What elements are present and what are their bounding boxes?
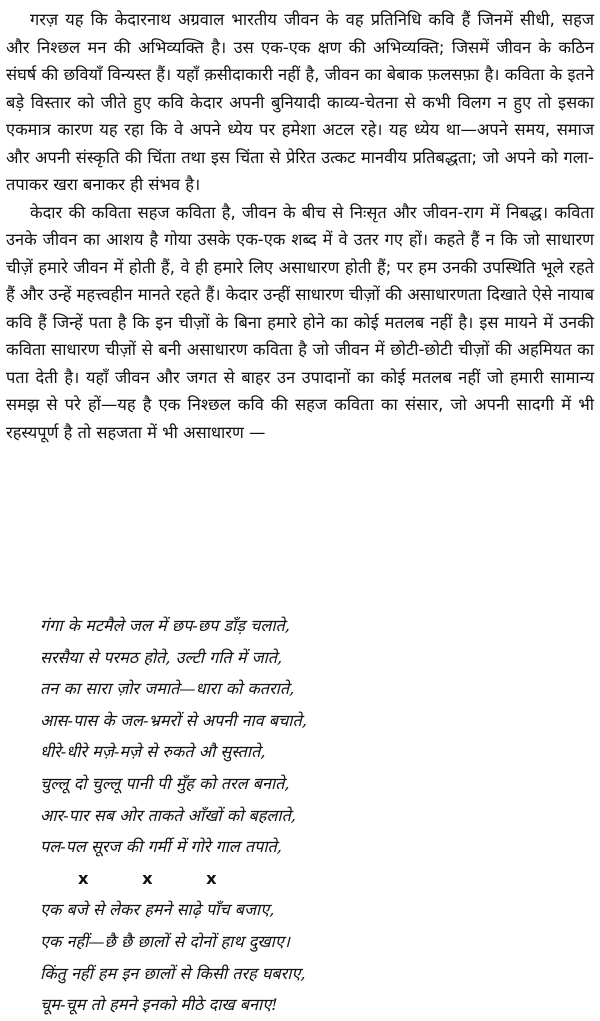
prose-section <box>6 6 594 446</box>
poem-line: चूम-चूम तो हमने इनको मीठे दाख बनाए! <box>40 995 278 1015</box>
poem-line: एक बजे से लेकर हमने साढ़े पाँच बजाए, <box>40 900 275 920</box>
poem-line: सरसैया से परमठ होते, उल्टी गति में जाते, <box>40 647 283 667</box>
paragraph-2: केदार की कविता सहज कविता है, जीवन के बीच से निःसृत और जीवन-राग में निबद्ध। कविता उनके जीवन का आशय है गोया उसके एक-एक शब्द में वे उतर गए हों। कहते हैं न कि जो साधारण चीज़ें हमारे जीवन में होती हैं, वे ही हमारे लिए असाधारण होती हैं; पर हम उनकी उपस्थिति भूले रहते हैं और उन्हें महत्त्वहीन मानते रहते हैं। केदार उन्हीं साधारण चीज़ों की असाधारणता दिखाते ऐसे नायाब कवि हैं जिन्हें पता है कि इन चीज़ों के बिना हमारे होने का कोई मतलब नहीं है। इस मायने में उनकी कविता साधारण चीज़ों से बनी असाधारण कविता है जो जीवन में छोटी-छोटी चीज़ों की अहमियत का पता देती है। यहाँ जीवन और जगत से बाहर उन उपादानों का कोई मतलब नहीं जो हमारी सामान्य समझ से परे हों—यह है एक निश्छल कवि की सहज कविता का संसार, जो अपनी सादगी में भी रहस्यपूर्ण है तो सहजता में भी असाधारण — <box>6 202 595 442</box>
poem-line: किंतु नहीं हम इन छालों से किसी तरह घबराए, <box>40 963 306 983</box>
poem-line: तन का सारा ज़ोर जमाते—धारा को कतराते, <box>40 679 295 699</box>
poem-line: गंगा के मटमैले जल में छप-छप डाँड़ चलाते, <box>40 616 290 635</box>
paragraph-1: गरज़ यह कि केदारनाथ अग्रवाल भारतीय जीवन के वह प्रतिनिधि कवि हैं जिनमें सीधी, सहज और निश्छल मन की अभिव्यक्ति है। उस एक-एक क्षण की अभिव्यक्ति; जिसमें जीवन के कठिन संघर्ष की छवियाँ विन्यस्त हैं। यहाँ क़सीदाकारी नहीं है, जीवन का बेबाक फ़लसफ़ा है। कविता के इतने बड़े विस्तार को जीते हुए कवि केदार अपनी बुनियादी काव्य-चेतना से कभी विलग न हुए तो इसका एकमात्र कारण यह रहा कि वे अपने ध्येय पर हमेशा अटल रहे। यह ध्येय था—अपने समय, समाज और अपनी संस्कृति की चिंता तथा इस चिंता से प्रेरित उत्कट मानवीय प्रतिबद्धता; जो अपने को गला-तपाकर खरा बनाकर ही संभव है। <box>6 10 594 194</box>
poem-line: एक नहीं—छै छै छालों से दोनों हाथ दुखाए। <box>40 931 290 951</box>
stanza-separator: x x x <box>78 868 217 888</box>
poem-line: धीरे-धीरे मज़े-मज़े से रुकते औ सुस्ताते, <box>40 742 266 762</box>
poem-line: आर-पार सब ओर ताकते आँखों को बहलाते, <box>40 805 296 825</box>
poem-line: चुल्लू दो चुल्लू पानी पी मुँह को तरल बनाते, <box>40 773 290 793</box>
poem-line: आस-पास के जल-भ्रमरों से अपनी नाव बचाते, <box>40 710 307 730</box>
poem-excerpt <box>40 610 590 1021</box>
poem-line: पल-पल सूरज की गर्मी में गोरे गाल तपाते, <box>40 837 282 857</box>
